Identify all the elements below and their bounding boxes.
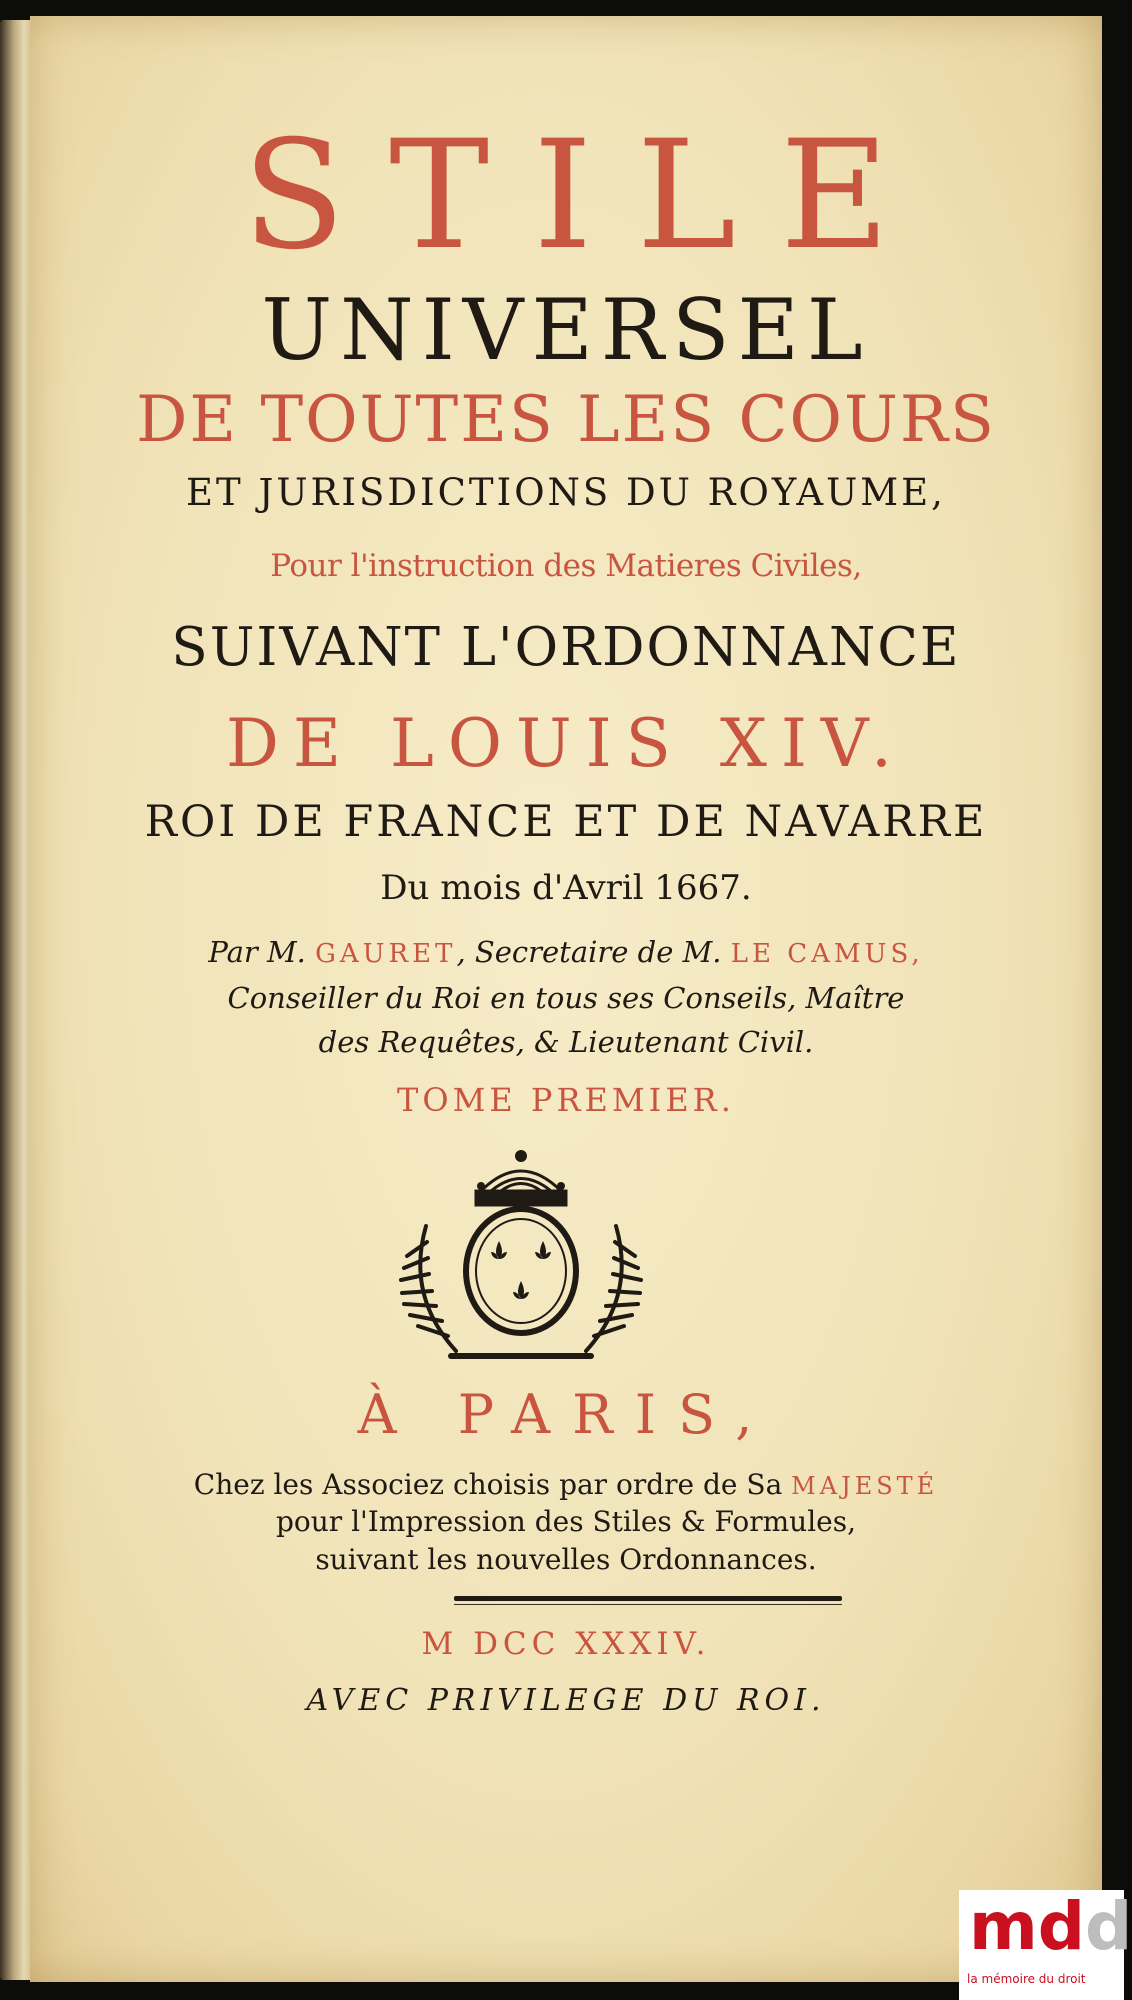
author-name: GAURET [315,939,457,969]
logo-tagline: la mémoire du droit [967,1972,1086,1986]
title-page [30,16,1102,1982]
subtitle-ordonnance: SUIVANT L'ORDONNANCE [171,617,961,678]
imprint-publisher [30,1468,1102,1501]
subtitle-roi: ROI DE FRANCE ET DE NAVARRE [144,797,988,847]
subtitle-jurisdictions: ET JURISDICTIONS DU ROYAUME, [186,471,946,514]
imprint-ordonnances: suivant les nouvelles Ordonnances. [315,1543,817,1576]
author-secretaire: , Secretaire de M. [456,935,722,969]
title-cours: DE TOUTES LES COURS [136,383,996,457]
subtitle-instruction: Pour l'instruction des Matieres Civiles, [270,548,862,584]
logo-letter-d1: d [1037,1888,1086,1965]
ordonnance-date: Du mois d'Avril 1667. [380,868,752,908]
author-par: Par M. [208,935,306,969]
mdd-logo [959,1888,1132,2000]
author-line-2: Conseiller du Roi en tous ses Conseils, Maître [227,981,905,1015]
book-binding-edge [0,20,34,1980]
logo-letter-d2: d [1085,1888,1132,1965]
publication-year: M DCC XXXIV. [421,1626,711,1662]
title-universel: UNIVERSEL [261,281,871,379]
volume-label: TOME PREMIER. [397,1081,735,1119]
privilege-line: AVEC PRIVILEGE DU ROI. [306,1683,826,1718]
author-camus: LE CAMUS, [730,939,924,969]
author-line-1 [30,935,1102,969]
imprint-chez: Chez les Associez choisis par ordre de Sa [193,1468,783,1501]
imprint-city: À PARIS, [357,1383,775,1446]
royal-arms-emblem-icon [396,1146,646,1371]
author-line-3: des Requêtes, & Lieutenant Civil. [318,1025,814,1059]
divider-rule [454,1596,842,1601]
imprint-majeste: MAJESTÉ [791,1472,939,1500]
logo-letter-m: m [969,1888,1038,1965]
divider-rule-thin [454,1604,842,1605]
title-stile: STILE [242,109,934,283]
imprint-impression: pour l'Impression des Stiles & Formules, [275,1505,856,1538]
mdd-logo-mark [969,1888,1132,1965]
subtitle-louis: DE LOUIS XIV. [225,705,907,782]
